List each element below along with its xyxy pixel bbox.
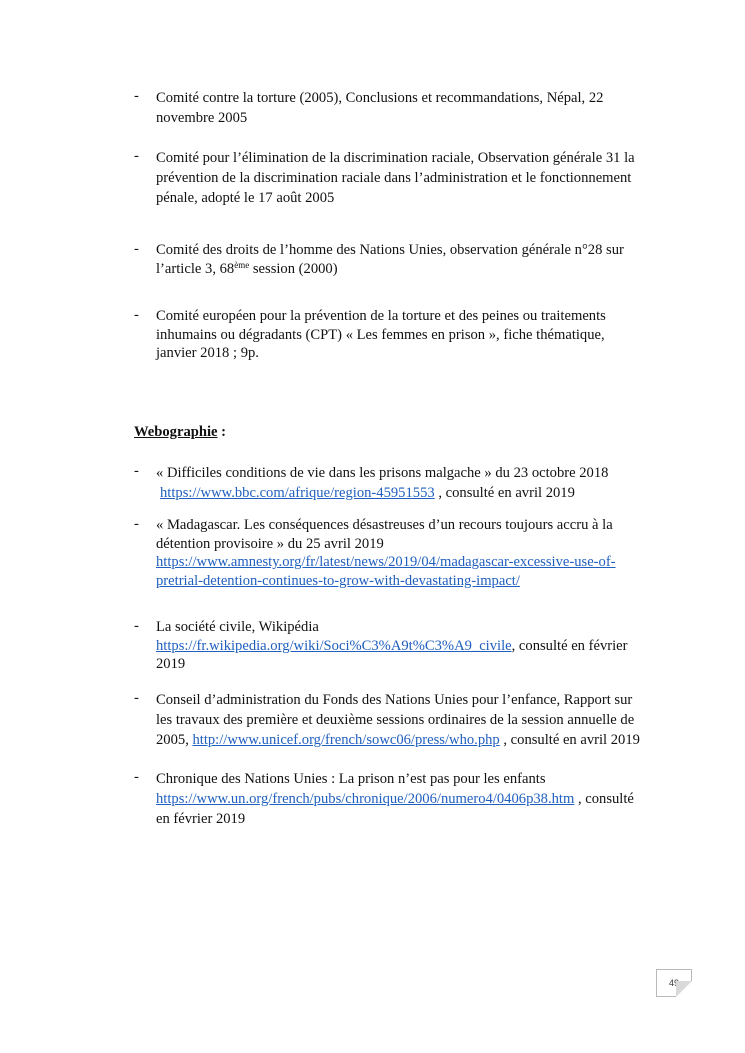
webography-heading-colon: : — [217, 424, 227, 440]
webography-text: « Difficiles conditions de vie dans les prisons malgache » du 23 octobre 2018 — [156, 465, 609, 481]
reference-item — [134, 307, 664, 363]
bullet-dash: - — [134, 618, 139, 634]
webography-line — [156, 483, 664, 503]
webography-line — [156, 730, 664, 750]
reference-text-part: session (2000) — [249, 260, 338, 277]
webography-item — [134, 618, 664, 674]
bullet-dash: - — [134, 88, 139, 104]
reference-item — [134, 148, 664, 208]
amnesty-link[interactable]: https://www.amnesty.org/fr/latest/news/2019/04/madagascar-excessive-use-of- — [156, 554, 616, 570]
webography-text: Conseil d’administration du Fonds des Nations Unies pour l’enfance, Rapport sur — [156, 692, 633, 708]
webography-text: en février 2019 — [156, 811, 246, 827]
webography-item — [134, 690, 664, 750]
reference-text: inhumains ou dégradants (CPT) « Les femmes en prison », fiche thématique, — [156, 326, 605, 343]
consultation-date: , consulté en avril 2019 — [499, 732, 640, 748]
webography-text: La société civile, Wikipédia — [156, 619, 319, 635]
bullet-dash: - — [134, 690, 139, 706]
bullet-dash: - — [134, 148, 139, 164]
webography-text: les travaux des première et deuxième sessions ordinaires de la session annuelle de — [156, 712, 635, 728]
webography-item — [134, 769, 664, 829]
superscript: ème — [234, 259, 250, 270]
bullet-dash: - — [134, 307, 139, 323]
webography-text: détention provisoire » du 25 avril 2019 — [156, 535, 384, 552]
reference-text: Comité des droits de l’homme des Nations Unies, observation générale n°28 sur — [156, 242, 624, 258]
un-chronicle-link[interactable]: https://www.un.org/french/pubs/chronique/2006/numero4/0406p38.htm — [156, 791, 575, 807]
unicef-link[interactable]: http://www.unicef.org/french/sowc06/press/who.php — [192, 732, 500, 748]
reference-text: pénale, adopté le 17 août 2005 — [156, 190, 335, 206]
webography-heading-text: Webographie — [134, 424, 218, 440]
webography-item — [134, 463, 664, 503]
webography-line — [156, 637, 664, 656]
amnesty-link-continued[interactable]: pretrial-detention-continues-to-grow-with-devastating-impact/ — [156, 572, 520, 589]
webography-text: « Madagascar. Les conséquences désastreuses d’un recours toujours accru à la — [156, 517, 613, 533]
webography-heading — [134, 424, 226, 441]
reference-text: Comité pour l’élimination de la discrimination raciale, Observation générale 31 la — [156, 150, 635, 166]
page-number: 49 — [668, 978, 679, 988]
reference-text: Comité contre la torture (2005), Conclusions et recommandations, Népal, 22 — [156, 90, 604, 106]
webography-line — [156, 572, 664, 591]
webography-text-part: 2005, — [156, 732, 193, 748]
reference-text-part: l’article 3, 68 — [156, 260, 235, 277]
bullet-dash: - — [134, 769, 139, 785]
bullet-dash: - — [134, 463, 139, 479]
webography-line — [156, 553, 664, 572]
reference-text — [156, 260, 664, 279]
reference-item — [134, 241, 664, 278]
page-number-box — [656, 969, 692, 997]
bbc-link[interactable]: https://www.bbc.com/afrique/region-45951553 — [160, 485, 435, 501]
consultation-date: , consulté en avril 2019 — [434, 485, 575, 501]
reference-text: Comité européen pour la prévention de la torture et des peines ou traitements — [156, 308, 606, 324]
reference-text: novembre 2005 — [156, 110, 248, 126]
reference-text: janvier 2018 ; 9p. — [156, 345, 259, 361]
reference-text: prévention de la discrimination raciale dans l’administration et le fonctionnement — [156, 170, 632, 186]
webography-text: Chronique des Nations Unies : La prison n’est pas pour les enfants — [156, 771, 546, 787]
consultation-date: , consulté — [574, 791, 634, 807]
webography-text: 2019 — [156, 656, 186, 672]
reference-item — [134, 88, 664, 128]
webography-item — [134, 516, 664, 590]
webography-line — [156, 789, 664, 809]
wikipedia-link[interactable]: https://fr.wikipedia.org/wiki/Soci%C3%A9t%C3%A9_civile — [156, 637, 512, 654]
consultation-date: , consulté en février — [511, 637, 628, 654]
bullet-dash: - — [134, 241, 139, 257]
bullet-dash: - — [134, 516, 139, 532]
page-curl-icon — [676, 981, 692, 997]
